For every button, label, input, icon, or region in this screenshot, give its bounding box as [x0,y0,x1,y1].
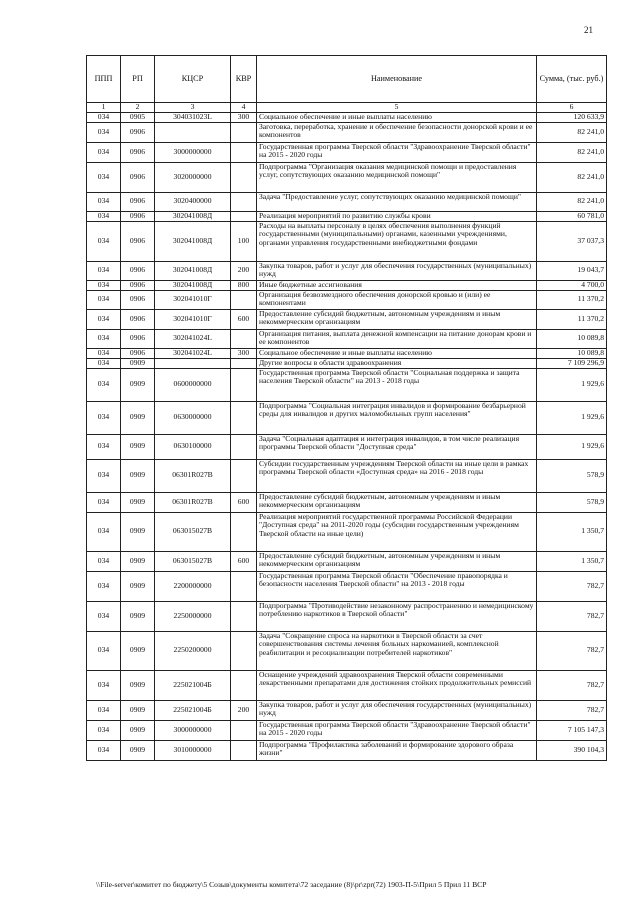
cell-rp: 0909 [121,512,155,551]
table-row [87,192,607,211]
cell-ppp: 034 [87,221,121,261]
cell-name: Организация питания, выплата денежной компенсации на питание донорам крови и ее компонентов [257,329,537,348]
cell-rp: 0909 [121,631,155,670]
cell-kvr: 200 [231,261,257,280]
cell-kvr: 300 [231,112,257,122]
cell-rp: 0906 [121,192,155,211]
cell-rp: 0909 [121,459,155,492]
cell-rp: 0909 [121,571,155,601]
cell-rp: 0909 [121,740,155,760]
cell-sum: 1 929,6 [537,401,607,434]
cell-name: Реализация мероприятий государственной программы Российской Федерации "Доступная среда" на 2011-2020 годы (субсидии государственным учреждениям Тверской области на иные цели) [257,512,537,551]
cell-kvr [231,571,257,601]
column-header-kvr: КВР [231,56,257,103]
cell-kcsr: 302041008Д [155,221,231,261]
cell-ppp: 034 [87,112,121,122]
table-row [87,280,607,290]
cell-name: Иные бюджетные ассигнования [257,280,537,290]
table-row [87,368,607,401]
table-row [87,211,607,221]
cell-rp: 0906 [121,211,155,221]
cell-ppp: 034 [87,368,121,401]
cell-kvr [231,459,257,492]
table-row [87,434,607,459]
cell-name: Социальное обеспечение и иные выплаты населению [257,112,537,122]
cell-name: Реализация мероприятий по развитию службы крови [257,211,537,221]
cell-ppp: 034 [87,434,121,459]
page-number: 21 [584,25,593,35]
cell-kvr: 800 [231,280,257,290]
cell-ppp: 034 [87,631,121,670]
cell-name: Государственная программа Тверской области "Здравоохранение Тверской области" на 2015 - 2020 годы [257,720,537,740]
cell-kcsr: 225021004Б [155,700,231,720]
cell-sum: 390 104,3 [537,740,607,760]
cell-ppp: 034 [87,261,121,280]
table-row [87,512,607,551]
cell-sum: 1 929,6 [537,368,607,401]
cell-name: Задача "Сокращение спроса на наркотики в Тверской области за счет совершенствования системы лечения больных наркоманией, комплексной реабилитации и ресоциализации потребителей наркотиков" [257,631,537,670]
cell-kvr [231,670,257,700]
cell-name: Задача "Социальная адаптация и интеграция инвалидов, в том числе реализация программы Тверской области "Доступная среда" [257,434,537,459]
table-row [87,571,607,601]
cell-kvr: 200 [231,700,257,720]
cell-name: Заготовка, переработка, хранение и обеспечение безопасности донорской крови и ее компонентов [257,122,537,142]
cell-name: Организация безвозмездного обеспечения донорской кровью и (или) ее компонентами [257,290,537,309]
table-row [87,720,607,740]
table-row [87,329,607,348]
cell-kvr [231,142,257,162]
cell-sum: 782,7 [537,601,607,631]
cell-kcsr: 06301R027В [155,459,231,492]
cell-rp: 0906 [121,309,155,329]
cell-ppp: 034 [87,142,121,162]
cell-sum: 82 241,0 [537,192,607,211]
cell-sum: 82 241,0 [537,122,607,142]
cell-kvr [231,434,257,459]
cell-ppp: 034 [87,162,121,192]
table-row [87,309,607,329]
cell-kvr [231,290,257,309]
cell-kvr [231,631,257,670]
table-row [87,459,607,492]
cell-rp: 0906 [121,348,155,358]
cell-kcsr [155,122,231,142]
cell-name: Предоставление субсидий бюджетным, автономным учреждениям и иным некоммерческим организациям [257,551,537,571]
footer-file-path: \\File-server\комитет по бюджету\5 Созыв\документы комитета\72 заседание (8)\pr\zpr(72) 1903-П-5\Прил 5 Прил 11 ВСР [96,880,487,889]
cell-name: Государственная программа Тверской области "Обеспечение правопорядка и безопасности населения Тверской области" на 2013 - 2018 годы [257,571,537,601]
cell-kcsr: 06301R027В [155,492,231,512]
cell-kcsr: 3000000000 [155,720,231,740]
cell-name: Подпрограмма "Организация оказания медицинской помощи и предоставления услуг, сопутствующих оказанию медицинской помощи" [257,162,537,192]
table-row [87,290,607,309]
cell-sum: 1 350,7 [537,512,607,551]
cell-kcsr: 063015027В [155,551,231,571]
cell-sum: 782,7 [537,670,607,700]
cell-rp: 0909 [121,720,155,740]
cell-sum: 19 043,7 [537,261,607,280]
table-row [87,122,607,142]
cell-kvr [231,358,257,368]
cell-kcsr: 302041008Д [155,211,231,221]
column-index: 2 [121,103,155,113]
cell-kcsr: 3010000000 [155,740,231,760]
cell-kcsr: 3000000000 [155,142,231,162]
column-header-ppp: ППП [87,56,121,103]
cell-rp: 0909 [121,358,155,368]
cell-kcsr: 3020000000 [155,162,231,192]
cell-rp: 0906 [121,162,155,192]
table-row [87,740,607,760]
table-row [87,162,607,192]
table-row [87,631,607,670]
cell-ppp: 034 [87,309,121,329]
cell-name: Задача "Предоставление услуг, сопутствующих оказанию медицинской помощи" [257,192,537,211]
cell-rp: 0906 [121,221,155,261]
cell-kcsr: 302041008Д [155,261,231,280]
cell-sum: 578,9 [537,492,607,512]
cell-name: Закупка товаров, работ и услуг для обеспечения государственных (муниципальных) нужд [257,261,537,280]
table-row [87,401,607,434]
cell-sum: 10 089,8 [537,329,607,348]
cell-kvr: 100 [231,221,257,261]
column-header-kcsr: КЦСР [155,56,231,103]
column-index: 5 [257,103,537,113]
cell-sum: 60 781,0 [537,211,607,221]
cell-ppp: 034 [87,280,121,290]
table-row [87,700,607,720]
cell-kcsr: 2200000000 [155,571,231,601]
cell-kcsr: 3020400000 [155,192,231,211]
cell-sum: 578,9 [537,459,607,492]
cell-rp: 0906 [121,261,155,280]
cell-ppp: 034 [87,601,121,631]
table-row [87,492,607,512]
column-header-rp: РП [121,56,155,103]
cell-kvr [231,401,257,434]
cell-name: Государственная программа Тверской области "Социальная поддержка и защита населения Тверской области" на 2013 - 2018 годы [257,368,537,401]
budget-table [86,55,607,761]
cell-ppp: 034 [87,700,121,720]
cell-sum: 120 633,9 [537,112,607,122]
cell-sum: 7 109 296,9 [537,358,607,368]
table-row [87,601,607,631]
cell-rp: 0909 [121,551,155,571]
cell-name: Оснащение учреждений здравоохранения Тверской области современными лекарственными препаратами для достижения стойких продолжительных ремиссий [257,670,537,700]
cell-name: Субсидии государственным учреждениям Тверской области на иные цели в рамках программы Тверской области «Доступная среда» на 2016 - 2018 годы [257,459,537,492]
cell-sum: 37 037,3 [537,221,607,261]
cell-ppp: 034 [87,122,121,142]
cell-kvr [231,601,257,631]
table-row [87,348,607,358]
cell-kvr [231,122,257,142]
table-row [87,112,607,122]
cell-kcsr: 302041010Г [155,290,231,309]
cell-kvr [231,162,257,192]
cell-kvr: 300 [231,348,257,358]
cell-ppp: 034 [87,401,121,434]
cell-kcsr: 0600000000 [155,368,231,401]
cell-name: Закупка товаров, работ и услуг для обеспечения государственных (муниципальных) нужд [257,700,537,720]
cell-kvr: 600 [231,309,257,329]
cell-kcsr: 225021004Б [155,670,231,700]
cell-ppp: 034 [87,720,121,740]
table-row [87,670,607,700]
cell-sum: 782,7 [537,571,607,601]
cell-sum: 7 105 147,3 [537,720,607,740]
cell-kcsr: 0630000000 [155,401,231,434]
cell-ppp: 034 [87,329,121,348]
cell-kcsr: 2250200000 [155,631,231,670]
table-row [87,358,607,368]
cell-ppp: 034 [87,670,121,700]
cell-rp: 0905 [121,112,155,122]
cell-kvr [231,192,257,211]
cell-kvr [231,740,257,760]
cell-rp: 0909 [121,670,155,700]
cell-ppp: 034 [87,211,121,221]
cell-rp: 0909 [121,368,155,401]
cell-kcsr: 304031023L [155,112,231,122]
cell-name: Другие вопросы в области здравоохранения [257,358,537,368]
cell-kcsr: 302041008Д [155,280,231,290]
cell-ppp: 034 [87,492,121,512]
cell-name: Социальное обеспечение и иные выплаты населению [257,348,537,358]
table-row [87,142,607,162]
table-row [87,551,607,571]
cell-rp: 0909 [121,434,155,459]
cell-kcsr: 2250000000 [155,601,231,631]
cell-rp: 0906 [121,290,155,309]
column-header-sum: Сумма, (тыс. руб.) [537,56,607,103]
table-row [87,221,607,261]
cell-ppp: 034 [87,348,121,358]
cell-rp: 0909 [121,492,155,512]
cell-kcsr: 302041024L [155,329,231,348]
cell-ppp: 034 [87,459,121,492]
cell-name: Подпрограмма "Профилактика заболеваний и формирование здорового образа жизни" [257,740,537,760]
table-row [87,261,607,280]
cell-kvr [231,211,257,221]
cell-rp: 0906 [121,122,155,142]
cell-name: Предоставление субсидий бюджетным, автономным учреждениям и иным некоммерческим организациям [257,492,537,512]
cell-kvr [231,720,257,740]
cell-kvr [231,329,257,348]
column-index: 6 [537,103,607,113]
cell-sum: 782,7 [537,631,607,670]
table-body [87,112,607,760]
cell-sum: 82 241,0 [537,142,607,162]
cell-kvr: 600 [231,551,257,571]
cell-kvr: 600 [231,492,257,512]
cell-kcsr: 0630100000 [155,434,231,459]
cell-sum: 1 350,7 [537,551,607,571]
cell-sum: 1 929,6 [537,434,607,459]
cell-ppp: 034 [87,571,121,601]
cell-sum: 782,7 [537,700,607,720]
cell-ppp: 034 [87,551,121,571]
cell-kcsr: 302041010Г [155,309,231,329]
cell-sum: 82 241,0 [537,162,607,192]
cell-sum: 4 700,0 [537,280,607,290]
cell-name: Подпрограмма "Социальная интеграция инвалидов и формирование безбарьерной среды для инвалидов и других маломобильных групп населения" [257,401,537,434]
column-header-name: Наименование [257,56,537,103]
cell-name: Предоставление субсидий бюджетным, автономным учреждениям и иным некоммерческим организациям [257,309,537,329]
cell-rp: 0906 [121,142,155,162]
cell-rp: 0909 [121,700,155,720]
cell-kvr [231,368,257,401]
header-row [87,56,607,103]
cell-sum: 10 089,8 [537,348,607,358]
column-index: 3 [155,103,231,113]
cell-kcsr [155,358,231,368]
column-index-row [87,103,607,113]
cell-sum: 11 370,2 [537,290,607,309]
cell-rp: 0909 [121,601,155,631]
cell-ppp: 034 [87,290,121,309]
cell-name: Подпрограмма "Противодействие незаконному распространению и немедицинскому потреблению наркотиков в Тверской области" [257,601,537,631]
cell-ppp: 034 [87,740,121,760]
cell-kvr [231,512,257,551]
cell-ppp: 034 [87,512,121,551]
column-index: 1 [87,103,121,113]
column-index: 4 [231,103,257,113]
cell-rp: 0906 [121,280,155,290]
cell-ppp: 034 [87,358,121,368]
cell-name: Государственная программа Тверской области "Здравоохранение Тверской области" на 2015 - 2020 годы [257,142,537,162]
cell-name: Расходы на выплаты персоналу в целях обеспечения выполнения функций государственными (муниципальными) органами, казенными учреждениями, органами управления государственными внебюджетными фондами [257,221,537,261]
cell-kcsr: 063015027В [155,512,231,551]
cell-ppp: 034 [87,192,121,211]
cell-rp: 0909 [121,401,155,434]
cell-sum: 11 370,2 [537,309,607,329]
cell-rp: 0906 [121,329,155,348]
cell-kcsr: 302041024L [155,348,231,358]
